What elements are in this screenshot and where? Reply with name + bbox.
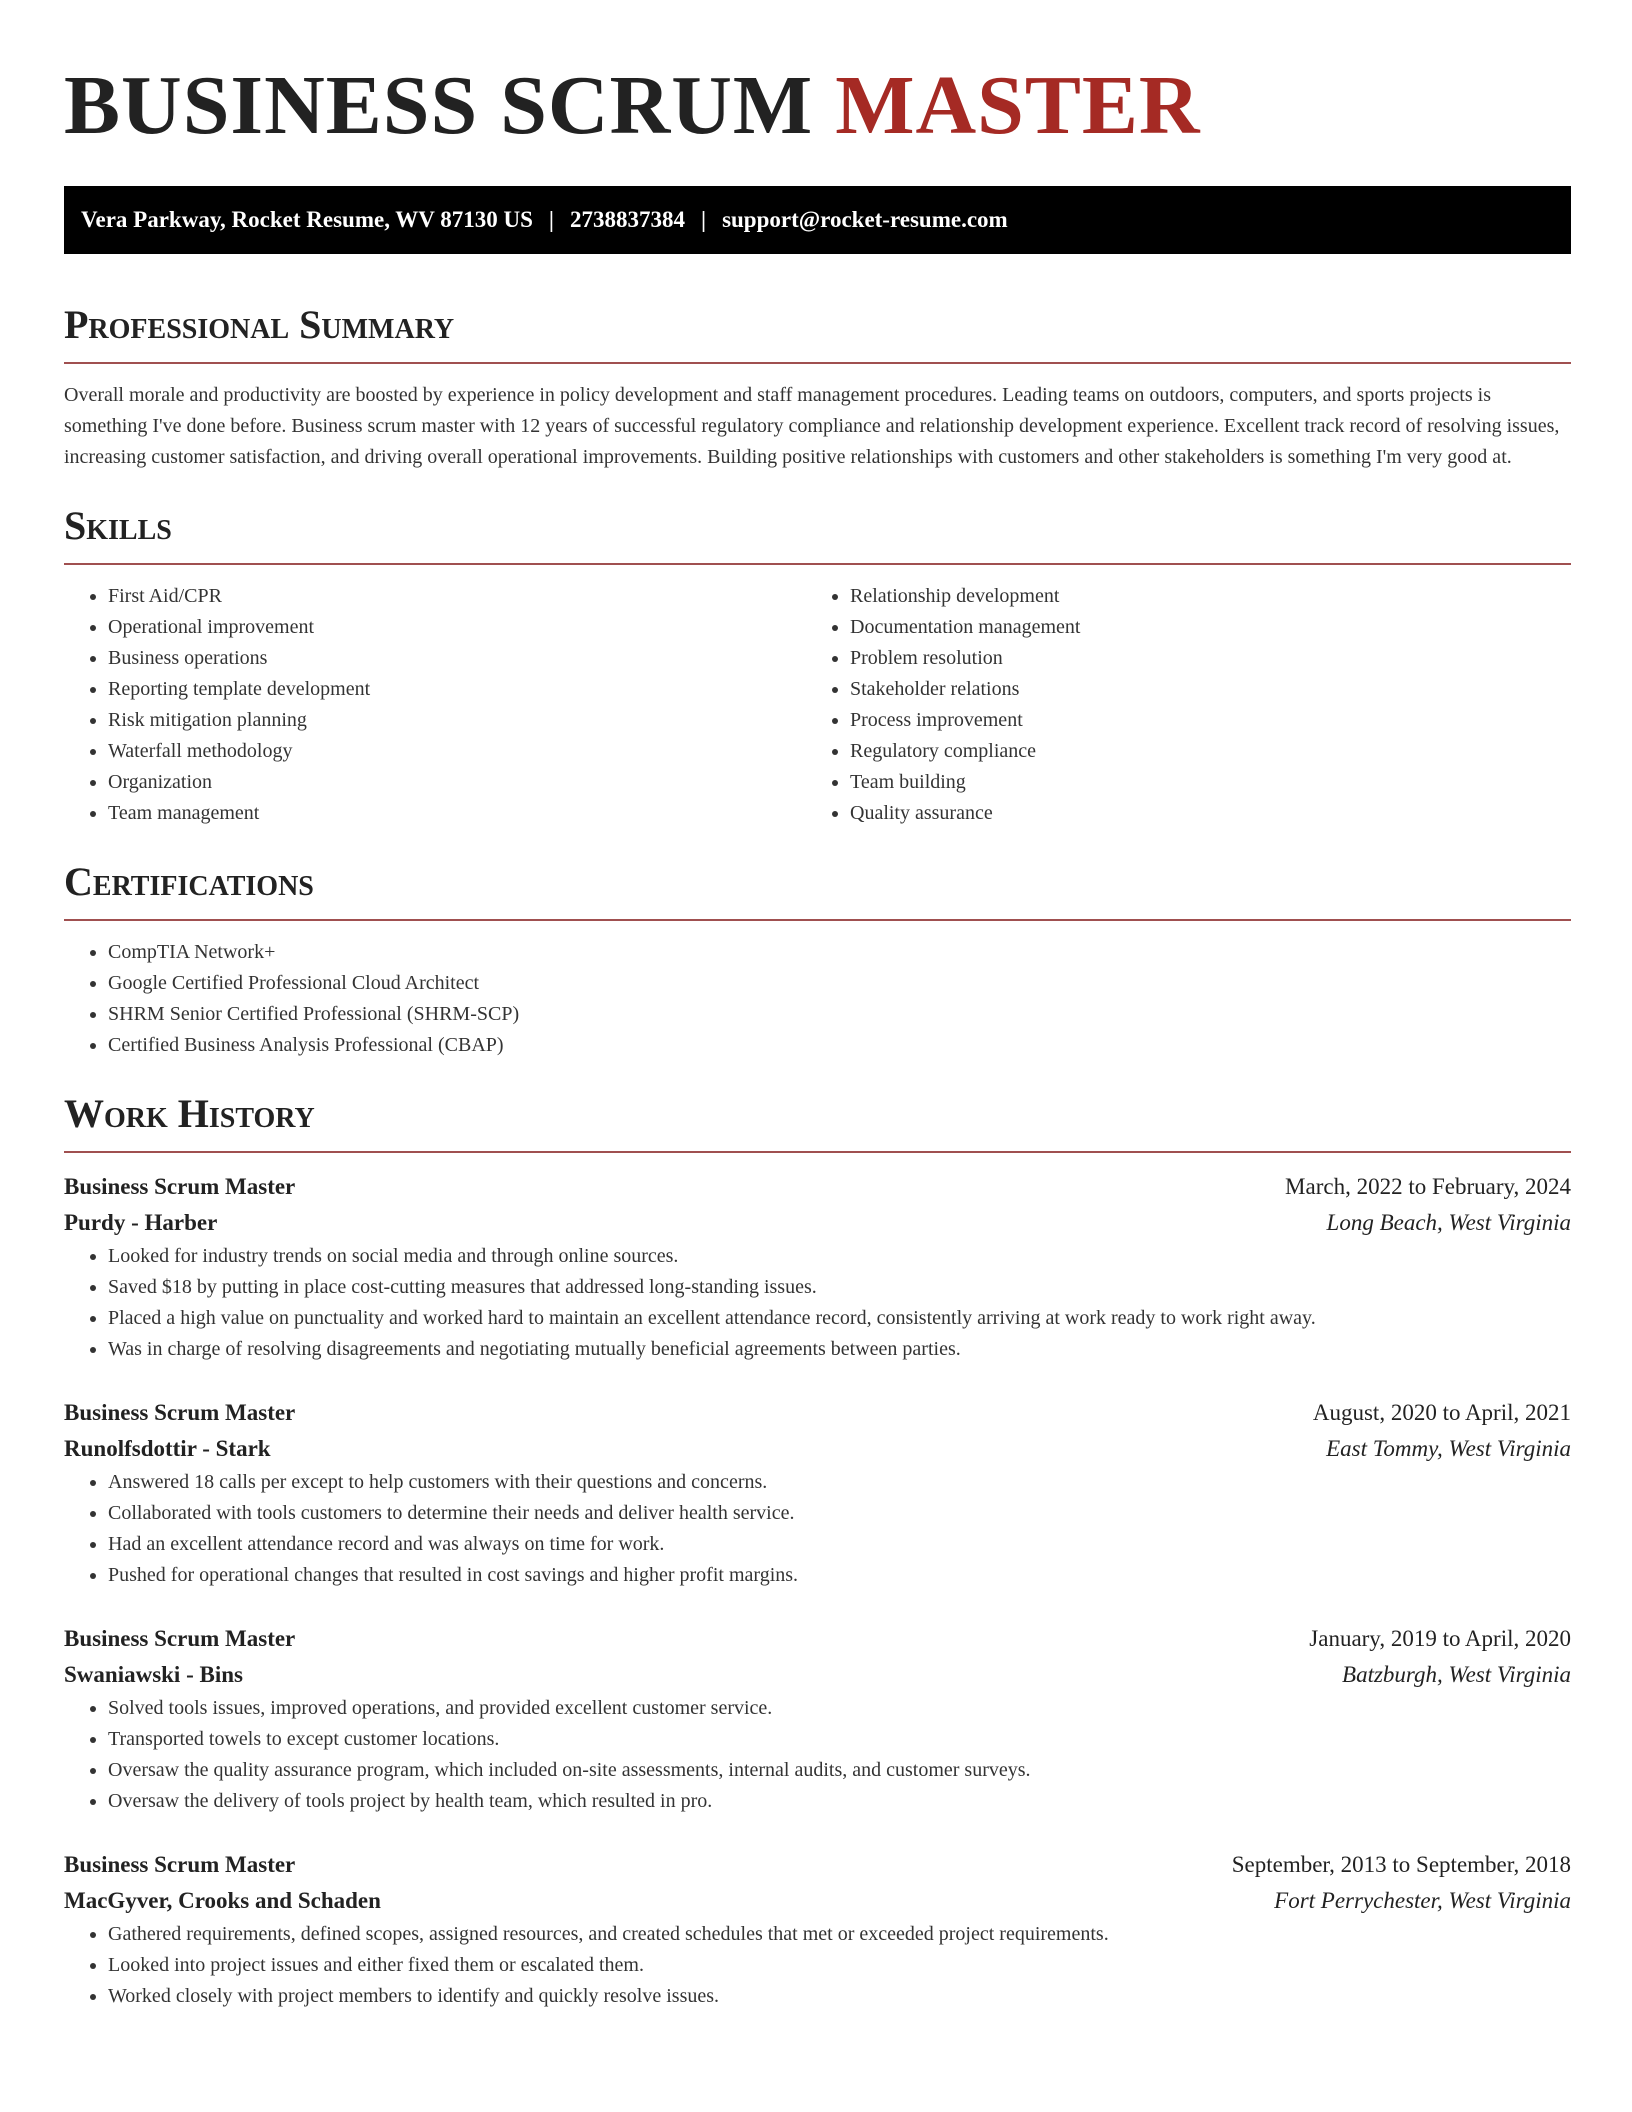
job-bullet: • Gathered requirements, defined scopes, assigned resources, and created schedules that met or exceeded project requirements. xyxy=(108,1919,1571,1950)
certifications-list xyxy=(64,937,1571,1061)
job-company: MacGyver, Crooks and Schaden xyxy=(64,1888,381,1913)
job-location: Fort Perrychester, West Virginia xyxy=(1274,1888,1571,1913)
skill-item: • Business operations xyxy=(108,643,806,674)
skill-item: • Waterfall methodology xyxy=(108,736,806,767)
job-bullets xyxy=(64,1241,1571,1365)
job-company: Swaniawski - Bins xyxy=(64,1662,243,1687)
job-dates: January, 2019 to April, 2020 xyxy=(1309,1626,1571,1651)
work-history-section xyxy=(64,1089,1571,2012)
work-history-heading: Work History xyxy=(64,1091,315,1136)
skills-columns xyxy=(64,581,1571,829)
job-title: Business Scrum Master xyxy=(64,1174,296,1199)
skills-heading: Skills xyxy=(64,503,172,548)
job-title: Business Scrum Master xyxy=(64,1626,296,1651)
job-header-row xyxy=(64,1621,1571,1657)
job-entry xyxy=(64,1847,1571,2012)
summary-text: Overall morale and productivity are boosted by experience in policy development and staff management procedures. Leading teams on outdoors, computers, and sports projects is something I've done before. Business scrum master with 12 years of successful regulatory compliance and relationship development experience. Excellent track record of resolving issues, increasing customer satisfaction, and driving overall operational improvements. Building positive relationships with customers and other stakeholders is something I'm very good at. xyxy=(64,384,1560,468)
job-title: Business Scrum Master xyxy=(64,1852,296,1877)
resume-page xyxy=(64,0,1571,2012)
skill-item: • Documentation management xyxy=(850,612,1548,643)
skill-item: • Relationship development xyxy=(850,581,1548,612)
section-divider xyxy=(64,563,1571,565)
contact-email[interactable]: support@rocket-resume.com xyxy=(722,207,1008,232)
job-bullet: • Placed a high value on punctuality and worked hard to maintain an excellent attendance record, consistently arriving at work ready to work right away. xyxy=(108,1303,1571,1334)
job-subheader-row xyxy=(64,1883,1571,1919)
skill-item: • Team building xyxy=(850,767,1548,798)
job-title: Business Scrum Master xyxy=(64,1400,296,1425)
skill-item: • Risk mitigation planning xyxy=(108,705,806,736)
job-header-row xyxy=(64,1395,1571,1431)
certification-item: • Google Certified Professional Cloud Architect xyxy=(108,968,1571,999)
skill-item: • Process improvement xyxy=(850,705,1548,736)
certification-item: • CompTIA Network+ xyxy=(108,937,1571,968)
skill-item: • First Aid/CPR xyxy=(108,581,806,612)
job-bullet: • Was in charge of resolving disagreements and negotiating mutually beneficial agreements between parties. xyxy=(108,1334,1571,1365)
section-divider xyxy=(64,919,1571,921)
contact-address: Vera Parkway, Rocket Resume, WV 87130 US xyxy=(81,207,533,232)
job-location: East Tommy, West Virginia xyxy=(1326,1436,1571,1461)
contact-phone[interactable]: 2738837384 xyxy=(569,207,685,232)
certifications-heading: Certifications xyxy=(64,859,314,904)
job-bullet: • Looked into project issues and either fixed them or escalated them. xyxy=(108,1950,1571,1981)
job-bullets xyxy=(64,1693,1571,1817)
skill-item: • Problem resolution xyxy=(850,643,1548,674)
certifications-section xyxy=(64,857,1571,1061)
job-dates: September, 2013 to September, 2018 xyxy=(1231,1852,1571,1877)
job-header-row xyxy=(64,1169,1571,1205)
job-bullet: • Oversaw the delivery of tools project by health team, which resulted in pro. xyxy=(108,1786,1571,1817)
job-location: Batzburgh, West Virginia xyxy=(1342,1662,1571,1687)
skills-section xyxy=(64,501,1571,829)
contact-separator: | xyxy=(548,207,554,232)
job-bullet: • Pushed for operational changes that resulted in cost savings and higher profit margins. xyxy=(108,1560,1571,1591)
job-dates: March, 2022 to February, 2024 xyxy=(1285,1174,1571,1199)
skill-item: • Team management xyxy=(108,798,806,829)
contact-separator: | xyxy=(700,207,707,232)
job-entry xyxy=(64,1395,1571,1591)
skill-item: • Regulatory compliance xyxy=(850,736,1548,767)
section-divider xyxy=(64,1151,1571,1153)
job-header-row xyxy=(64,1847,1571,1883)
section-divider xyxy=(64,362,1571,364)
job-bullet: • Looked for industry trends on social media and through online sources. xyxy=(108,1241,1571,1272)
job-bullet: • Collaborated with tools customers to determine their needs and deliver health service. xyxy=(108,1498,1571,1529)
summary-section xyxy=(64,300,1571,473)
skill-item: • Organization xyxy=(108,767,806,798)
skill-item: • Operational improvement xyxy=(108,612,806,643)
resume-title xyxy=(64,56,1571,156)
title-accent: MASTER xyxy=(835,59,1201,152)
job-subheader-row xyxy=(64,1431,1571,1467)
skill-item: • Stakeholder relations xyxy=(850,674,1548,705)
job-subheader-row xyxy=(64,1657,1571,1693)
skills-column-left xyxy=(64,581,806,829)
summary-heading: Professional Summary xyxy=(64,302,455,347)
skill-item: • Reporting template development xyxy=(108,674,806,705)
job-bullet: • Saved $18 by putting in place cost-cutting measures that addressed long-standing issues. xyxy=(108,1272,1571,1303)
job-subheader-row xyxy=(64,1205,1571,1241)
skills-list-right xyxy=(806,581,1548,829)
job-bullet: • Transported towels to except customer locations. xyxy=(108,1724,1571,1755)
job-company: Purdy - Harber xyxy=(64,1210,218,1235)
job-bullets xyxy=(64,1919,1571,2012)
job-bullet: • Answered 18 calls per except to help customers with their questions and concerns. xyxy=(108,1467,1571,1498)
job-company: Runolfsdottir - Stark xyxy=(64,1436,271,1461)
contact-bar xyxy=(64,186,1571,254)
job-dates: August, 2020 to April, 2021 xyxy=(1312,1400,1571,1425)
skills-list-left xyxy=(64,581,806,829)
job-location: Long Beach, West Virginia xyxy=(1326,1210,1571,1235)
job-bullet: • Had an excellent attendance record and was always on time for work. xyxy=(108,1529,1571,1560)
skills-column-right xyxy=(806,581,1548,829)
job-bullet: • Oversaw the quality assurance program, which included on-site assessments, internal audits, and customer surveys. xyxy=(108,1755,1571,1786)
certification-item: • Certified Business Analysis Professional (CBAP) xyxy=(108,1030,1571,1061)
job-entry xyxy=(64,1621,1571,1817)
title-main: BUSINESS SCRUM xyxy=(64,59,814,152)
certification-item: • SHRM Senior Certified Professional (SHRM-SCP) xyxy=(108,999,1571,1030)
skill-item: • Quality assurance xyxy=(850,798,1548,829)
job-bullet: • Worked closely with project members to identify and quickly resolve issues. xyxy=(108,1981,1571,2012)
job-bullet: • Solved tools issues, improved operations, and provided excellent customer service. xyxy=(108,1693,1571,1724)
job-entry xyxy=(64,1169,1571,1365)
job-bullets xyxy=(64,1467,1571,1591)
